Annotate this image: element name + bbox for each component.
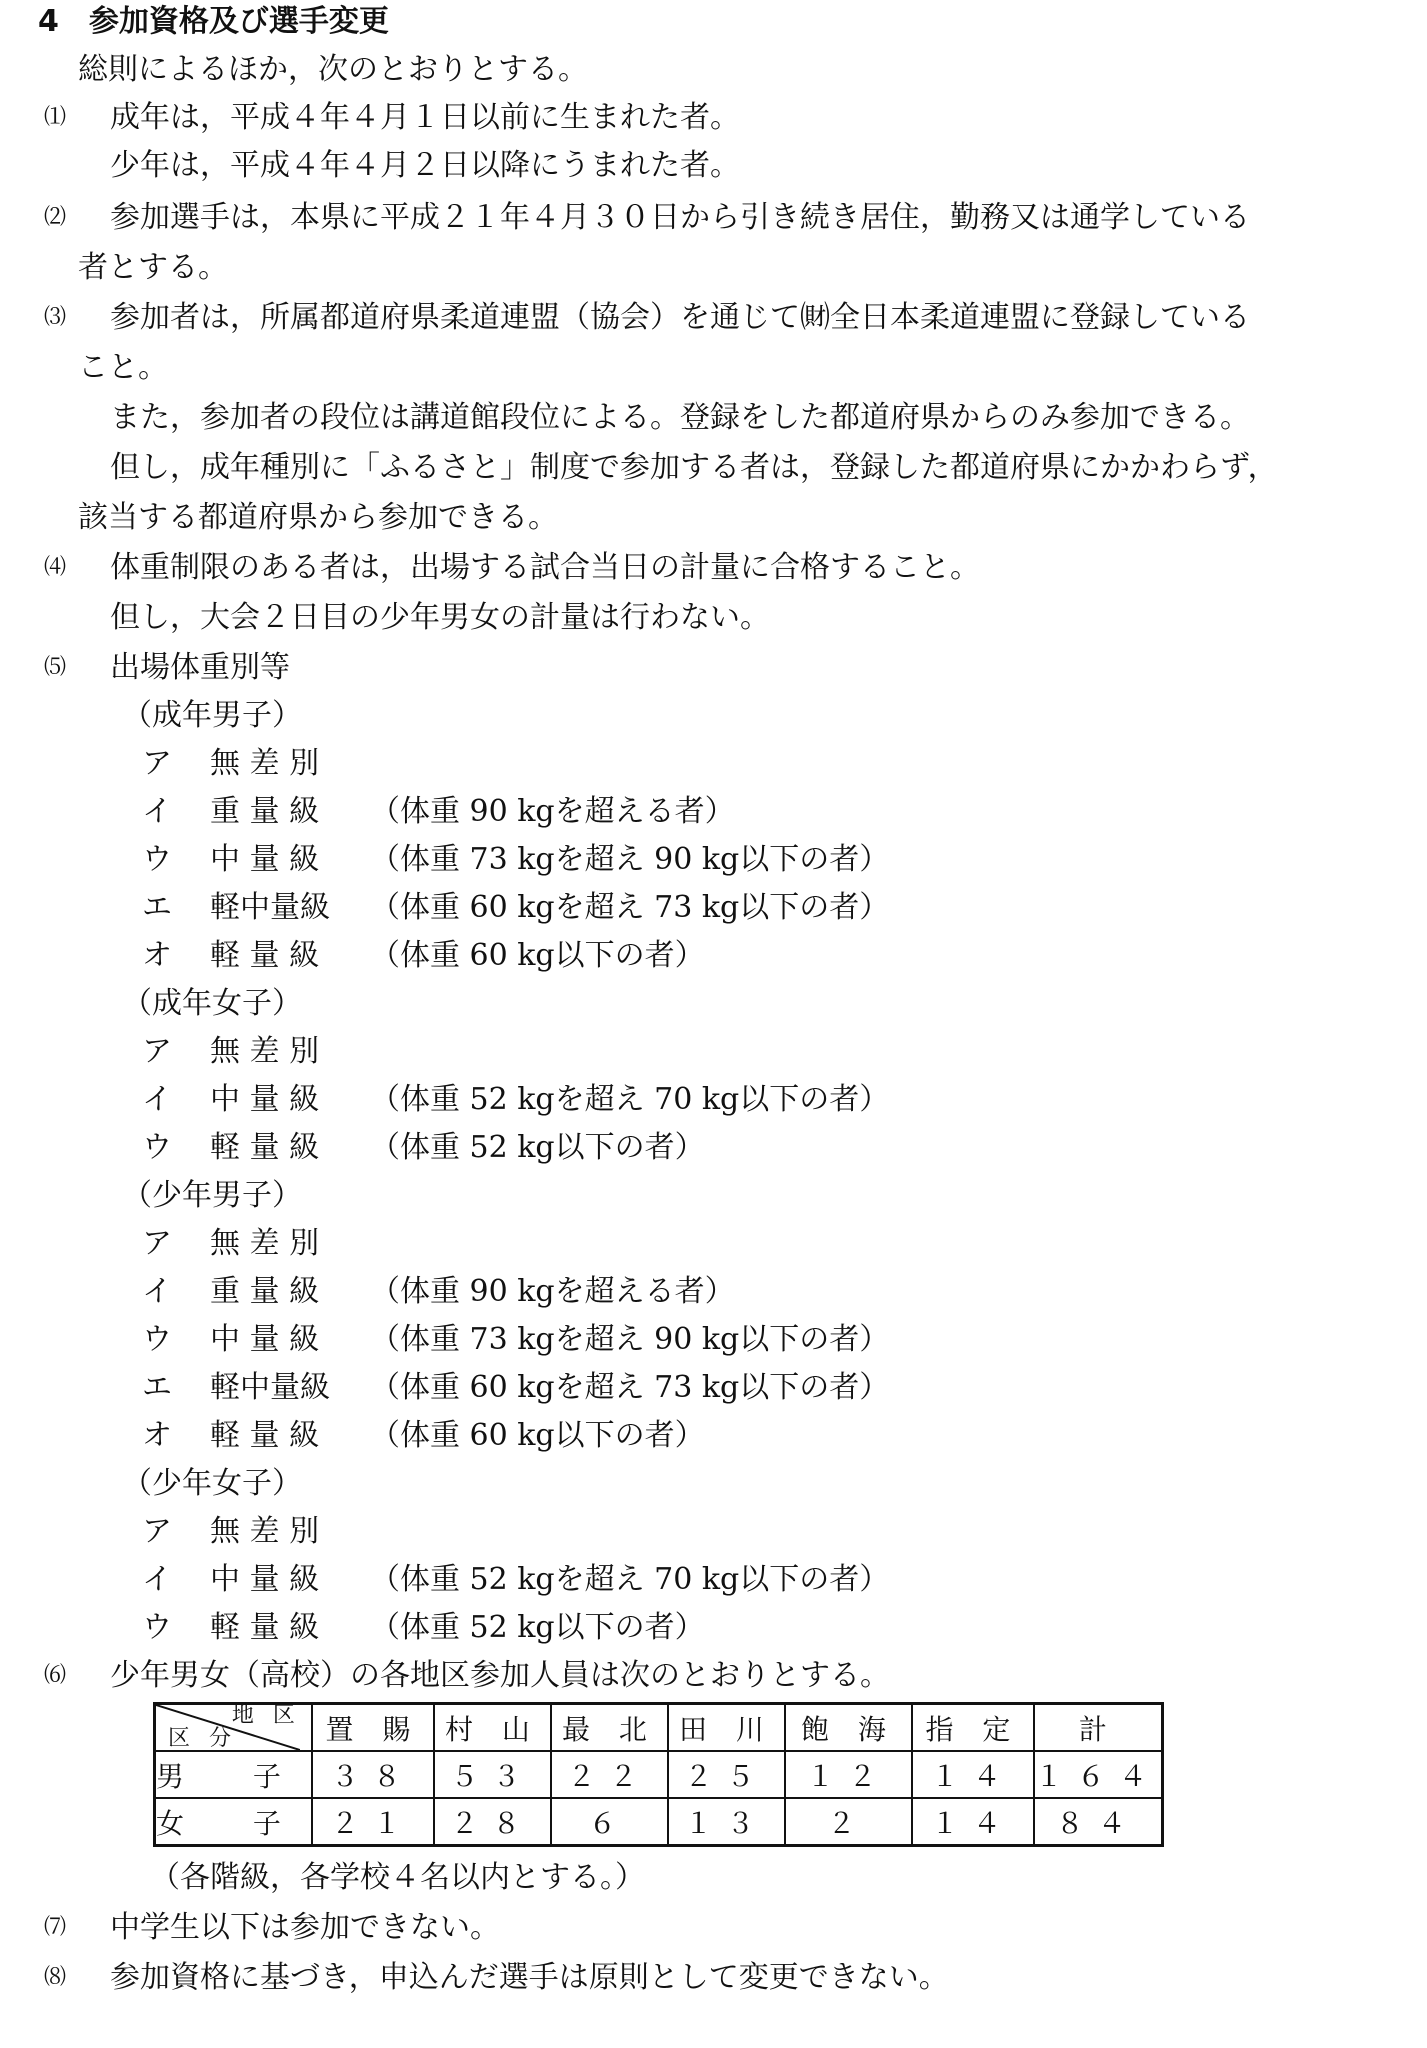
weight-class-name: 軽 量 級 bbox=[210, 938, 320, 973]
item-2-line-2: 者とする。 bbox=[78, 250, 228, 285]
item-7-number: ⑺ bbox=[44, 1915, 67, 1940]
weight-class-kana: ウ bbox=[142, 1130, 172, 1165]
corner-top-label: 地 区 bbox=[231, 1703, 301, 1728]
weight-class-name: 中 量 級 bbox=[210, 1322, 320, 1357]
weight-class-name: 無 差 別 bbox=[210, 1514, 320, 1549]
weight-class-kana: エ bbox=[142, 1370, 172, 1405]
weight-class-kana: ア bbox=[142, 1034, 172, 1069]
weight-class-kana: エ bbox=[142, 890, 172, 925]
item-2-number: ⑵ bbox=[44, 205, 67, 230]
weight-class-condition: （体重 60 kg以下の者） bbox=[370, 1418, 705, 1453]
table-cell: ３８ bbox=[312, 1751, 434, 1798]
weight-class-condition: （体重 60 kgを超え 73 kg以下の者） bbox=[370, 890, 890, 925]
weight-class-condition: （体重 52 kg以下の者） bbox=[370, 1130, 705, 1165]
weight-class-row bbox=[142, 1414, 705, 1458]
table-cell: ２２ bbox=[551, 1751, 668, 1798]
table-cell: １６４ bbox=[1034, 1751, 1163, 1798]
table-header-cell: 計 bbox=[1034, 1704, 1163, 1752]
table-cell: ２５ bbox=[668, 1751, 785, 1798]
men-adult-heading: （成年男子） bbox=[122, 698, 302, 733]
table-cell: １２ bbox=[785, 1751, 912, 1798]
item-1-line-2: 少年は，平成４年４月２日以降にうまれた者。 bbox=[110, 148, 740, 183]
item-3-line-5: 該当する都道府県から参加できる。 bbox=[78, 500, 558, 535]
weight-class-kana: ア bbox=[142, 746, 172, 781]
weight-class-name: 無 差 別 bbox=[210, 1034, 320, 1069]
weight-class-name: 中 量 級 bbox=[210, 842, 320, 877]
weight-class-kana: イ bbox=[142, 1562, 172, 1597]
item-1-line-1: 成年は，平成４年４月１日以前に生まれた者。 bbox=[110, 100, 740, 135]
item-6-note: （各階級，各学校４名以内とする。） bbox=[150, 1860, 645, 1895]
weight-class-row bbox=[142, 886, 889, 930]
weight-class-condition: （体重 52 kgを超え 70 kg以下の者） bbox=[370, 1562, 890, 1597]
section-heading bbox=[38, 0, 389, 44]
weight-class-row bbox=[142, 1222, 319, 1266]
weight-class-kana: オ bbox=[142, 1418, 172, 1453]
men-youth-heading: （少年男子） bbox=[122, 1178, 302, 1213]
weight-class-row bbox=[142, 1078, 889, 1122]
weight-class-name: 無 差 別 bbox=[210, 1226, 320, 1261]
table-cell: １４ bbox=[912, 1751, 1034, 1798]
section-title: 参加資格及び選手変更 bbox=[88, 4, 389, 39]
item-5-number: ⑸ bbox=[44, 655, 67, 680]
weight-class-row bbox=[142, 838, 889, 882]
weight-class-row bbox=[142, 1030, 319, 1074]
weight-class-kana: イ bbox=[142, 1082, 172, 1117]
weight-class-condition: （体重 52 kg以下の者） bbox=[370, 1610, 705, 1645]
weight-class-name: 軽 量 級 bbox=[210, 1130, 320, 1165]
weight-class-row bbox=[142, 1558, 889, 1602]
table-row bbox=[155, 1798, 1163, 1846]
weight-class-row bbox=[142, 1366, 889, 1410]
table-header-cell: 飽 海 bbox=[785, 1704, 912, 1752]
weight-class-name: 軽 量 級 bbox=[210, 1610, 320, 1645]
item-3-line-1: 参加者は，所属都道府県柔道連盟（協会）を通じて㈶全日本柔道連盟に登録している bbox=[110, 300, 1250, 335]
item-5-title: 出場体重別等 bbox=[110, 650, 290, 685]
item-1-number: ⑴ bbox=[44, 105, 67, 130]
women-youth-heading: （少年女子） bbox=[122, 1466, 302, 1501]
weight-class-condition: （体重 73 kgを超え 90 kg以下の者） bbox=[370, 1322, 890, 1357]
weight-class-kana: ア bbox=[142, 1226, 172, 1261]
table-header-cell: 村 山 bbox=[434, 1704, 551, 1752]
weight-class-condition: （体重 90 kgを超える者） bbox=[370, 794, 735, 829]
table-header-row bbox=[155, 1704, 1163, 1752]
item-8-number: ⑻ bbox=[44, 1965, 67, 1990]
weight-class-condition: （体重 90 kgを超える者） bbox=[370, 1274, 735, 1309]
item-3-line-4: 但し，成年種別に「ふるさと」制度で参加する者は，登録した都道府県にかかわらず， bbox=[110, 450, 1278, 485]
weight-class-condition: （体重 60 kg以下の者） bbox=[370, 938, 705, 973]
table-cell: １４ bbox=[912, 1798, 1034, 1846]
weight-class-name: 中 量 級 bbox=[210, 1082, 320, 1117]
item-6-title: 少年男女（高校）の各地区参加人員は次のとおりとする。 bbox=[110, 1658, 890, 1693]
item-3-number: ⑶ bbox=[44, 305, 67, 330]
table-cell: ５３ bbox=[434, 1751, 551, 1798]
weight-class-row bbox=[142, 1510, 319, 1554]
item-6-number: ⑹ bbox=[44, 1663, 67, 1688]
item-8-text: 参加資格に基づき，申込んだ選手は原則として変更できない。 bbox=[110, 1960, 949, 1995]
weight-class-row bbox=[142, 1126, 705, 1170]
table-cell: ８４ bbox=[1034, 1798, 1163, 1846]
table-row-label: 女 子 bbox=[155, 1798, 312, 1846]
women-adult-heading: （成年女子） bbox=[122, 986, 302, 1021]
weight-class-row bbox=[142, 1606, 705, 1650]
weight-class-name: 軽 量 級 bbox=[210, 1418, 320, 1453]
weight-class-row bbox=[142, 790, 735, 834]
weight-class-kana: オ bbox=[142, 938, 172, 973]
table-header-cell: 最 北 bbox=[551, 1704, 668, 1752]
table-header-cell: 田 川 bbox=[668, 1704, 785, 1752]
table-row bbox=[155, 1751, 1163, 1798]
weight-class-kana: ウ bbox=[142, 1322, 172, 1357]
weight-class-row bbox=[142, 742, 319, 786]
table-cell: ２８ bbox=[434, 1798, 551, 1846]
weight-class-kana: イ bbox=[142, 1274, 172, 1309]
table-cell: ２１ bbox=[312, 1798, 434, 1846]
weight-class-name: 軽中量級 bbox=[210, 1370, 330, 1405]
weight-class-kana: ウ bbox=[142, 1610, 172, 1645]
weight-class-condition: （体重 73 kgを超え 90 kg以下の者） bbox=[370, 842, 890, 877]
table-cell: ６ bbox=[551, 1798, 668, 1846]
item-4-line-1: 体重制限のある者は，出場する試合当日の計量に合格すること。 bbox=[110, 550, 980, 585]
weight-class-name: 中 量 級 bbox=[210, 1562, 320, 1597]
table-corner-cell bbox=[155, 1704, 312, 1752]
section-intro: 総則によるほか，次のとおりとする。 bbox=[78, 52, 588, 87]
table-header-cell: 指 定 bbox=[912, 1704, 1034, 1752]
weight-class-name: 無 差 別 bbox=[210, 746, 320, 781]
weight-class-kana: イ bbox=[142, 794, 172, 829]
weight-class-row bbox=[142, 1270, 735, 1314]
weight-class-kana: ア bbox=[142, 1514, 172, 1549]
weight-class-condition: （体重 60 kgを超え 73 kg以下の者） bbox=[370, 1370, 890, 1405]
item-4-line-2: 但し，大会２日目の少年男女の計量は行わない。 bbox=[110, 600, 770, 635]
weight-class-row bbox=[142, 934, 705, 978]
section-number: 4 bbox=[38, 4, 59, 39]
item-3-line-2: こと。 bbox=[78, 350, 168, 385]
weight-class-name: 軽中量級 bbox=[210, 890, 330, 925]
participants-table bbox=[153, 1702, 1164, 1847]
item-2-line-1: 参加選手は，本県に平成２１年４月３０日から引き続き居住，勤務又は通学している bbox=[110, 200, 1250, 235]
weight-class-kana: ウ bbox=[142, 842, 172, 877]
weight-class-name: 重 量 級 bbox=[210, 794, 320, 829]
table-cell: １３ bbox=[668, 1798, 785, 1846]
table-header-cell: 置 賜 bbox=[312, 1704, 434, 1752]
item-7-text: 中学生以下は参加できない。 bbox=[110, 1910, 500, 1945]
corner-bottom-label: 区 分 bbox=[168, 1726, 237, 1751]
weight-class-name: 重 量 級 bbox=[210, 1274, 320, 1309]
weight-class-condition: （体重 52 kgを超え 70 kg以下の者） bbox=[370, 1082, 890, 1117]
item-4-number: ⑷ bbox=[44, 555, 67, 580]
table-cell: ２ bbox=[785, 1798, 912, 1846]
weight-class-row bbox=[142, 1318, 889, 1362]
table-row-label: 男 子 bbox=[155, 1751, 312, 1798]
item-3-line-3: また，参加者の段位は講道館段位による。登録をした都道府県からのみ参加できる。 bbox=[110, 400, 1250, 435]
